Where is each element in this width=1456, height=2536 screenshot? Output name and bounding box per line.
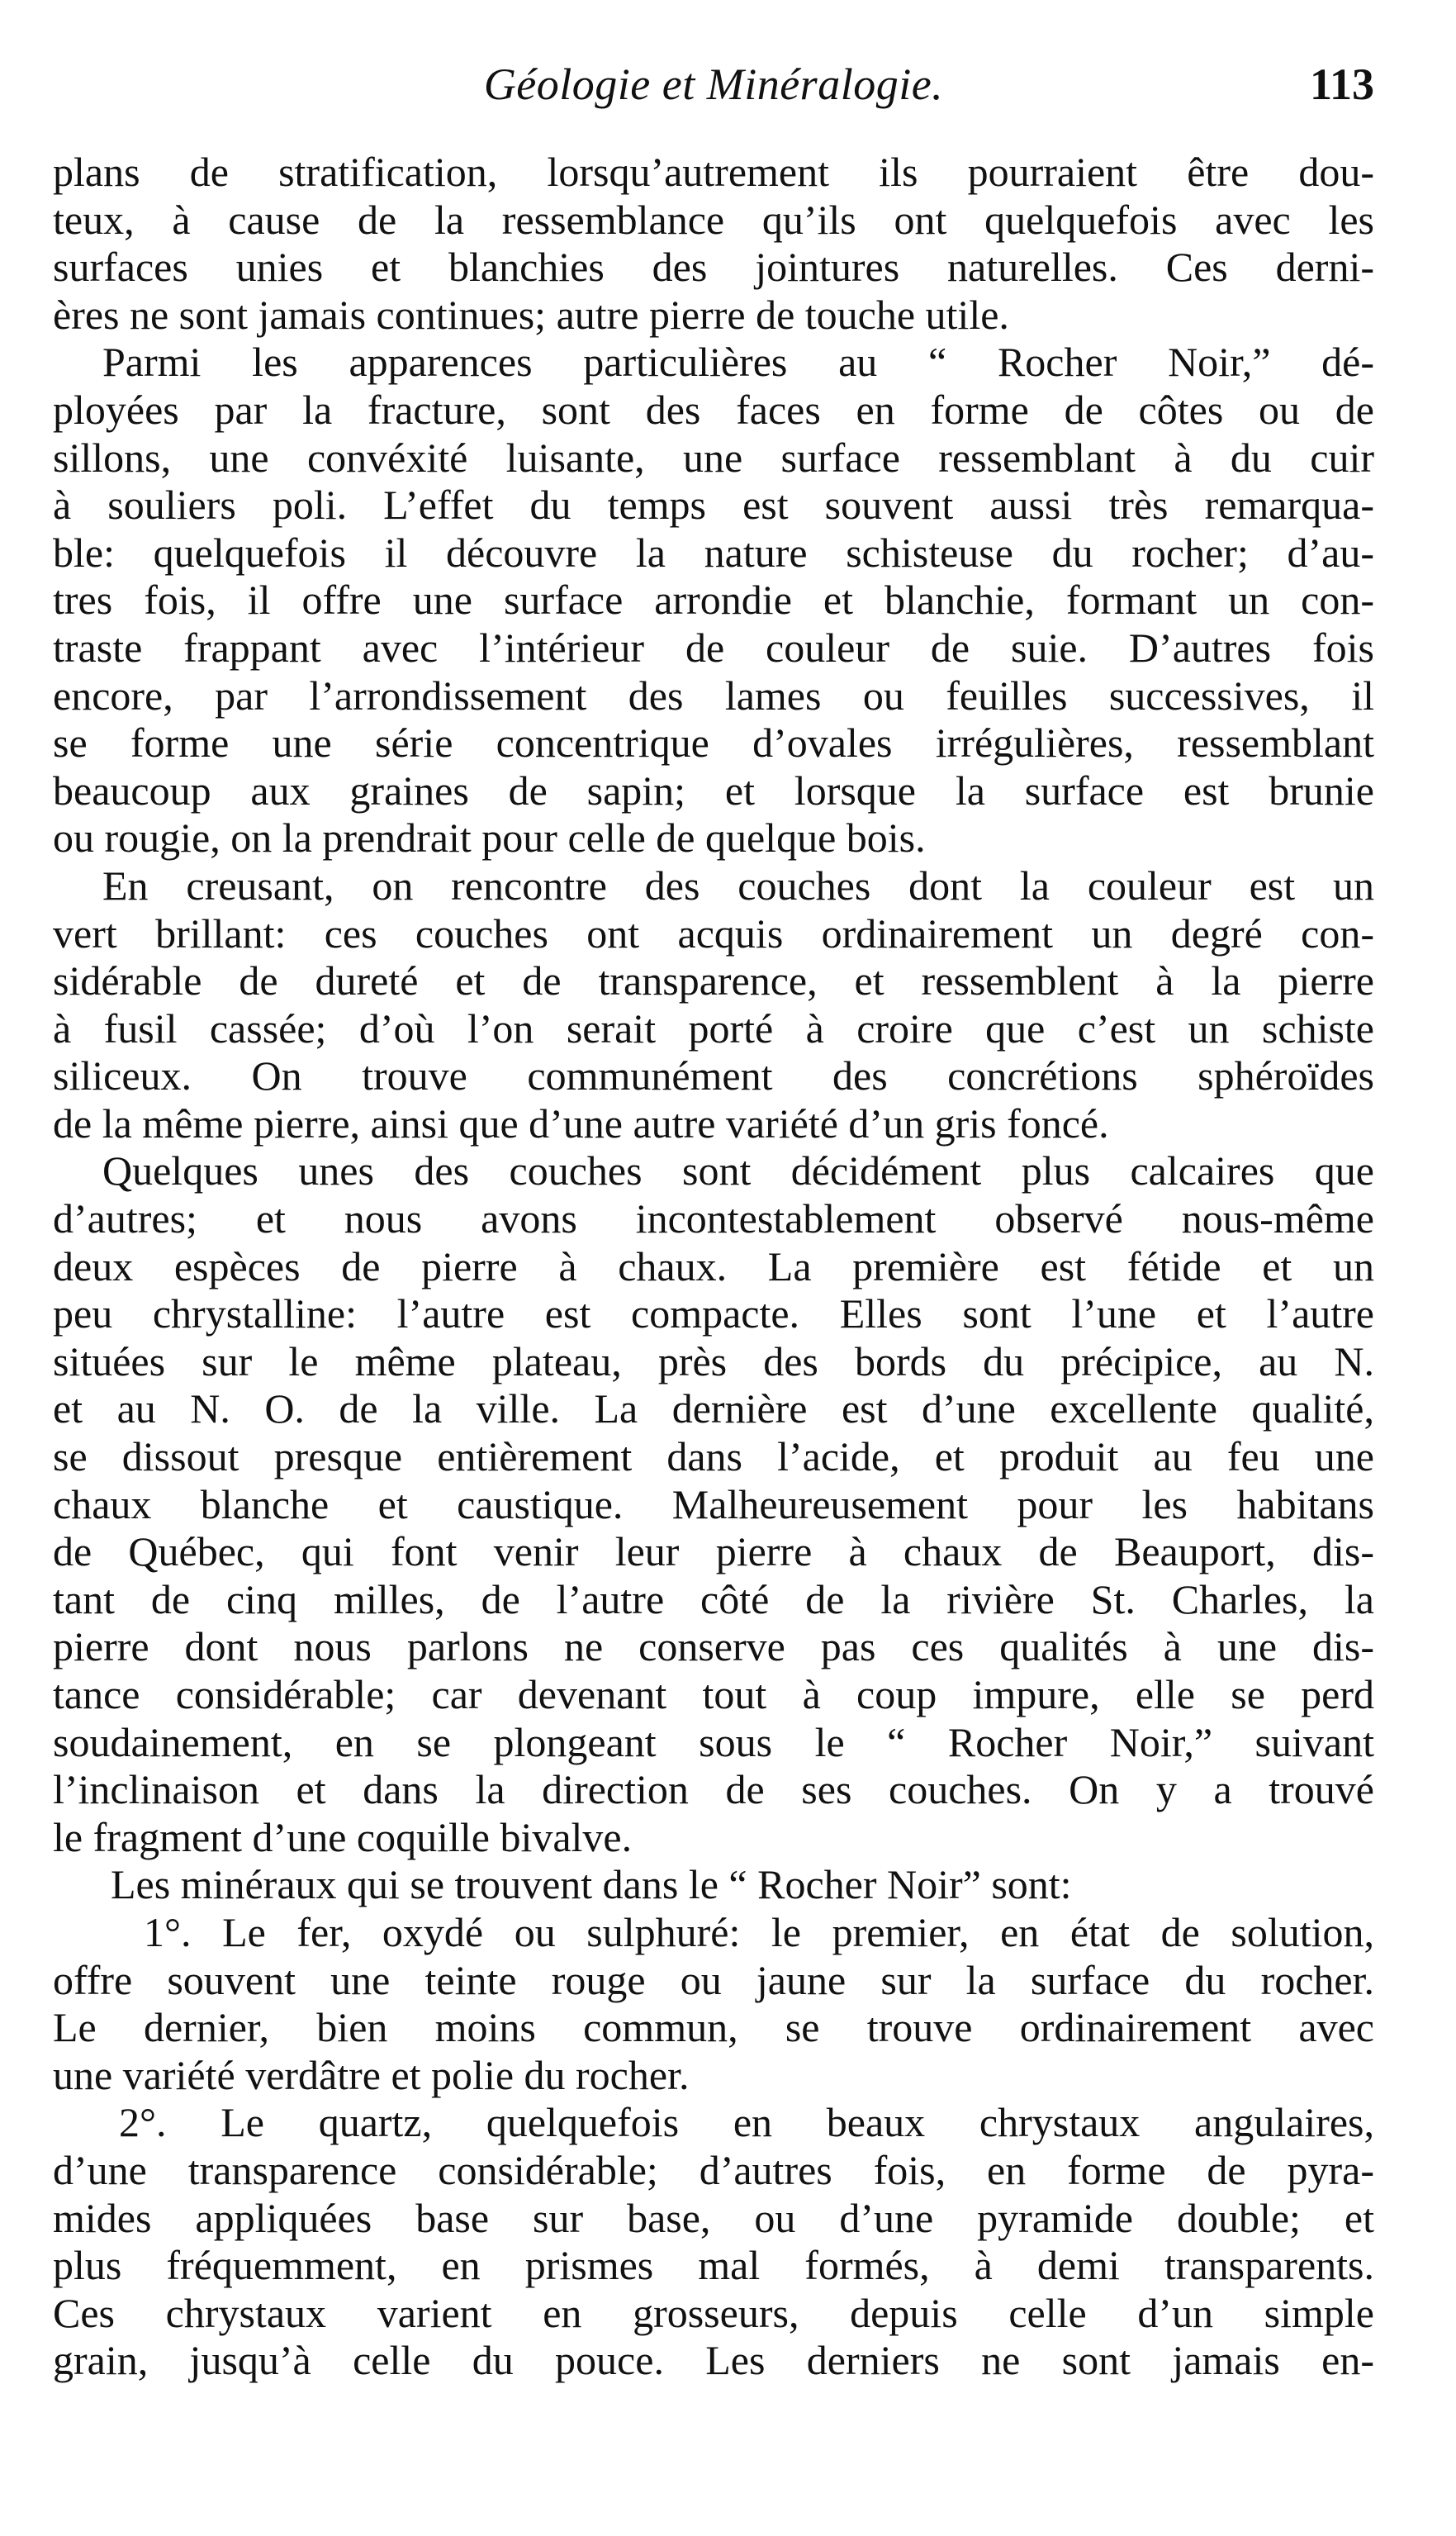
text-line: d’autres; et nous avons incontestablement observé nous-même — [53, 1195, 1374, 1242]
text-line: et au N. O. de la ville. La dernière est d’une excellente qualité, — [53, 1385, 1374, 1432]
text-line: Quelques unes des couches sont décidément plus calcaires que — [102, 1147, 1374, 1194]
text-line: soudainement, en se plongeant sous le “ Rocher Noir,” suivant — [53, 1718, 1374, 1765]
text-line: à fusil cassée; d’où l’on serait porté à croire que c’est un schiste — [53, 1004, 1374, 1052]
text-line: à souliers poli. L’effet du temps est souvent aussi très remarqua- — [53, 482, 1374, 529]
text-line: ou rougie, on la prendrait pour celle de quelque bois. — [53, 814, 926, 862]
text-line: teux, à cause de la ressemblance qu’ils ont quelquefois avec les — [53, 196, 1374, 243]
text-line: encore, par l’arrondissement des lames ou feuilles successives, il — [53, 672, 1374, 719]
text-line: le fragment d’une coquille bivalve. — [53, 1813, 633, 1860]
text-line: situées sur le même plateau, près des bords du précipice, au N. — [53, 1337, 1374, 1384]
text-line: l’inclinaison et dans la direction de ses couches. On y a trouvé — [53, 1766, 1374, 1813]
text-line: ères ne sont jamais continues; autre pierre de touche utile. — [53, 291, 1009, 338]
text-line: Parmi les apparences particulières au “ Rocher Noir,” dé- — [102, 339, 1374, 386]
text-line: deux espèces de pierre à chaux. La première est fétide et un — [53, 1242, 1374, 1289]
text-line: surfaces unies et blanchies des jointures naturelles. Ces derni- — [53, 244, 1374, 291]
text-line: vert brillant: ces couches ont acquis ordinairement un degré con- — [53, 909, 1374, 957]
text-line: tance considérable; car devenant tout à coup impure, elle se perd — [53, 1671, 1374, 1717]
text-line: se forme une série concentrique d’ovales irrégulières, ressemblant — [53, 719, 1374, 767]
page-number: 113 — [1309, 59, 1374, 109]
text-line: tres fois, il offre une surface arrondie et blanchie, formant un con- — [53, 577, 1374, 624]
running-title: Géologie et Minéralogie. — [483, 59, 944, 109]
text-line: En creusant, on rencontre des couches dont la couleur est un — [102, 862, 1374, 909]
text-line: de la même pierre, ainsi que d’une autre variété d’un gris foncé. — [53, 1099, 1109, 1147]
body-text — [53, 149, 1374, 2385]
text-line: 1°. Le fer, oxydé ou sulphuré: le premier, en état de solution, — [144, 1908, 1374, 1955]
running-head — [53, 51, 1374, 117]
text-line: de Québec, qui font venir leur pierre à chaux de Beauport, dis- — [53, 1528, 1374, 1575]
text-line: traste frappant avec l’intérieur de couleur de suie. D’autres fois — [53, 624, 1374, 671]
text-line: pierre dont nous parlons ne conserve pas ces qualités à une dis- — [53, 1623, 1374, 1670]
text-line: ble: quelquefois il découvre la nature schisteuse du rocher; d’au- — [53, 529, 1374, 576]
text-line: siliceux. On trouve communément des concrétions sphéroïdes — [53, 1052, 1374, 1099]
text-line: Les minéraux qui se trouvent dans le “ Rocher Noir” sont: — [111, 1861, 1072, 1908]
text-line: chaux blanche et caustique. Malheureusement pour les habitans — [53, 1480, 1374, 1527]
text-line: une variété verdâtre et polie du rocher. — [53, 2051, 690, 2098]
text-line: se dissout presque entièrement dans l’acide, et produit au feu une — [53, 1433, 1374, 1480]
text-line: grain, jusqu’à celle du pouce. Les derniers ne sont jamais en- — [53, 2337, 1374, 2384]
text-line: sillons, une convéxité luisante, une surface ressemblant à du cuir — [53, 434, 1374, 481]
text-line: ployées par la fracture, sont des faces en forme de côtes ou de — [53, 386, 1374, 433]
text-line: plans de stratification, lorsqu’autrement ils pourraient être dou- — [53, 149, 1374, 195]
text-line: tant de cinq milles, de l’autre côté de la rivière St. Charles, la — [53, 1575, 1374, 1622]
text-line: offre souvent une teinte rouge ou jaune sur la surface du rocher. — [53, 1956, 1374, 2003]
text-line: mides appliquées base sur base, ou d’une pyramide double; et — [53, 2194, 1374, 2241]
text-line: 2°. Le quartz, quelquefois en beaux chrystaux angulaires, — [119, 2099, 1374, 2146]
text-line: sidérable de dureté et de transparence, et ressemblent à la pierre — [53, 957, 1374, 1004]
text-line: peu chrystalline: l’autre est compacte. Elles sont l’une et l’autre — [53, 1290, 1374, 1337]
text-line: plus fréquemment, en prismes mal formés, à demi transparents. — [53, 2242, 1374, 2289]
text-line: Le dernier, bien moins commun, se trouve ordinairement avec — [53, 2004, 1374, 2051]
text-line: Ces chrystaux varient en grosseurs, depuis celle d’un simple — [53, 2289, 1374, 2336]
text-line: d’une transparence considérable; d’autres fois, en forme de pyra- — [53, 2146, 1374, 2193]
text-line: beaucoup aux graines de sapin; et lorsque la surface est brunie — [53, 767, 1374, 814]
